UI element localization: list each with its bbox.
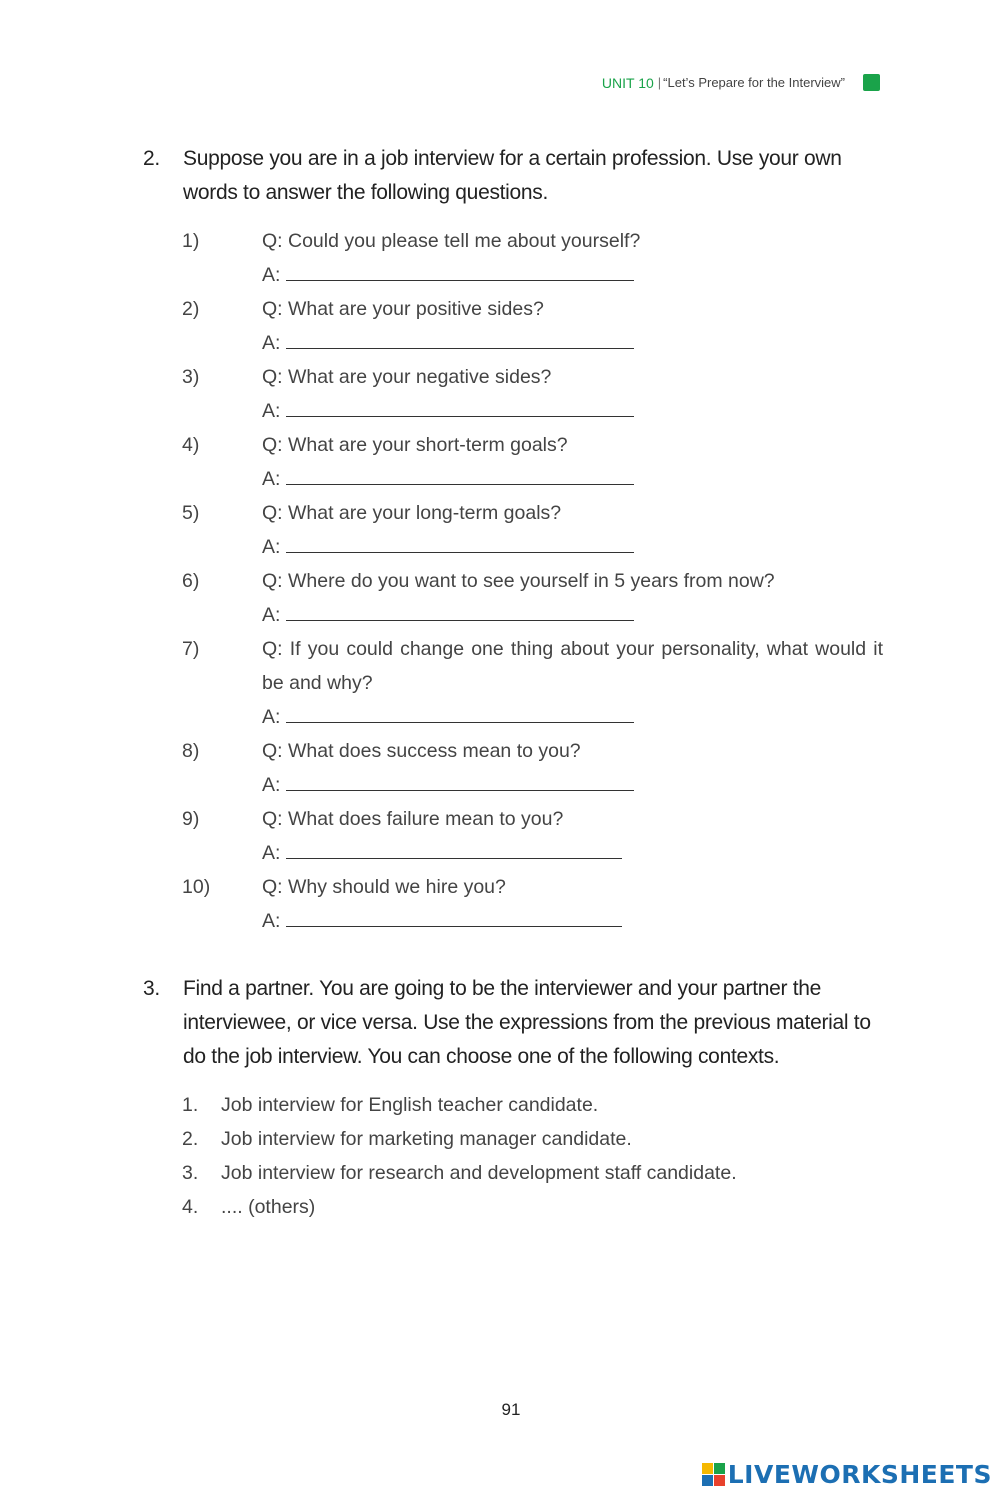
answer-blank[interactable] <box>286 394 634 417</box>
page-header <box>602 74 880 91</box>
question-list <box>143 224 883 938</box>
answer-blank[interactable] <box>286 836 622 859</box>
answer-blank[interactable] <box>286 700 634 723</box>
question-text: Q: What does failure mean to you? <box>262 808 564 830</box>
green-square-marker <box>863 74 880 91</box>
question-item <box>182 496 883 564</box>
question-number: 8) <box>182 740 200 762</box>
section-2 <box>143 142 883 938</box>
page-number: 91 <box>501 1400 521 1419</box>
instruction-text: Suppose you are in a job interview for a certain profession. Use your own words to answer the following questions. <box>183 147 842 204</box>
question-text: Q: What are your long-term goals? <box>262 502 562 524</box>
question-text: Q: Could you please tell me about yourself? <box>262 230 641 252</box>
question-text: Q: What are your negative sides? <box>262 366 552 388</box>
list-item <box>182 1122 883 1156</box>
question-text: Q: Where do you want to see yourself in 5 years from now? <box>262 570 775 592</box>
answer-blank[interactable] <box>286 598 634 621</box>
answer-label: A: <box>262 604 281 626</box>
list-text: .... (others) <box>221 1196 316 1218</box>
answer-label: A: <box>262 400 281 422</box>
question-item <box>182 224 883 292</box>
answer-label: A: <box>262 910 281 932</box>
question-item <box>182 734 883 802</box>
list-item <box>182 1190 883 1224</box>
answer-label: A: <box>262 536 281 558</box>
answer-label: A: <box>262 332 281 354</box>
liveworksheets-logo-icon <box>702 1463 725 1486</box>
question-item <box>182 564 883 632</box>
answer-label: A: <box>262 264 281 286</box>
list-number: 2. <box>182 1128 199 1150</box>
question-text: Q: Why should we hire you? <box>262 876 506 898</box>
liveworksheets-brand[interactable] <box>702 1460 992 1489</box>
answer-blank[interactable] <box>286 904 622 927</box>
question-text: Q: What does success mean to you? <box>262 740 581 762</box>
unit-title: “Let’s Prepare for the Interview” <box>663 75 845 90</box>
question-text: Q: If you could change one thing about your personality, what would it be and why? <box>262 638 883 694</box>
answer-label: A: <box>262 468 281 490</box>
question-number: 9) <box>182 808 200 830</box>
section-3 <box>143 972 883 1224</box>
section-2-instruction <box>143 142 883 210</box>
question-text: Q: What are your short-term goals? <box>262 434 568 456</box>
list-item <box>182 1156 883 1190</box>
question-number: 3) <box>182 366 200 388</box>
question-item <box>182 292 883 360</box>
answer-blank[interactable] <box>286 530 634 553</box>
question-number: 5) <box>182 502 200 524</box>
question-number: 1) <box>182 230 200 252</box>
answer-label: A: <box>262 842 281 864</box>
question-number: 2) <box>182 298 200 320</box>
question-item <box>182 632 883 734</box>
question-number: 6) <box>182 570 200 592</box>
list-text: Job interview for research and development staff candidate. <box>221 1162 737 1184</box>
answer-label: A: <box>262 774 281 796</box>
question-item <box>182 360 883 428</box>
list-text: Job interview for marketing manager candidate. <box>221 1128 632 1150</box>
answer-blank[interactable] <box>286 258 634 281</box>
answer-blank[interactable] <box>286 768 634 791</box>
context-options-list <box>143 1088 883 1224</box>
section-number: 2. <box>143 147 160 170</box>
unit-label: UNIT 10 <box>601 74 654 91</box>
question-item <box>182 802 883 870</box>
instruction-text: Find a partner. You are going to be the interviewer and your partner the interviewee, or vice versa. Use the expressions from the previous material to do the job interview. You can choose one of the following contexts. <box>183 977 871 1068</box>
header-separator: | <box>657 75 662 90</box>
question-number: 4) <box>182 434 200 456</box>
answer-label: A: <box>262 706 281 728</box>
question-item <box>182 428 883 496</box>
question-number: 7) <box>182 638 200 660</box>
list-text: Job interview for English teacher candidate. <box>221 1094 599 1116</box>
question-text: Q: What are your positive sides? <box>262 298 544 320</box>
list-number: 1. <box>182 1094 199 1116</box>
brand-name: LIVEWORKSHEETS <box>727 1460 992 1489</box>
answer-blank[interactable] <box>286 326 634 349</box>
question-item <box>182 870 883 938</box>
question-number: 10) <box>182 876 211 898</box>
list-number: 3. <box>182 1162 199 1184</box>
list-item <box>182 1088 883 1122</box>
section-number: 3. <box>143 977 160 1000</box>
list-number: 4. <box>182 1196 199 1218</box>
section-3-instruction <box>143 972 883 1074</box>
answer-blank[interactable] <box>286 462 634 485</box>
